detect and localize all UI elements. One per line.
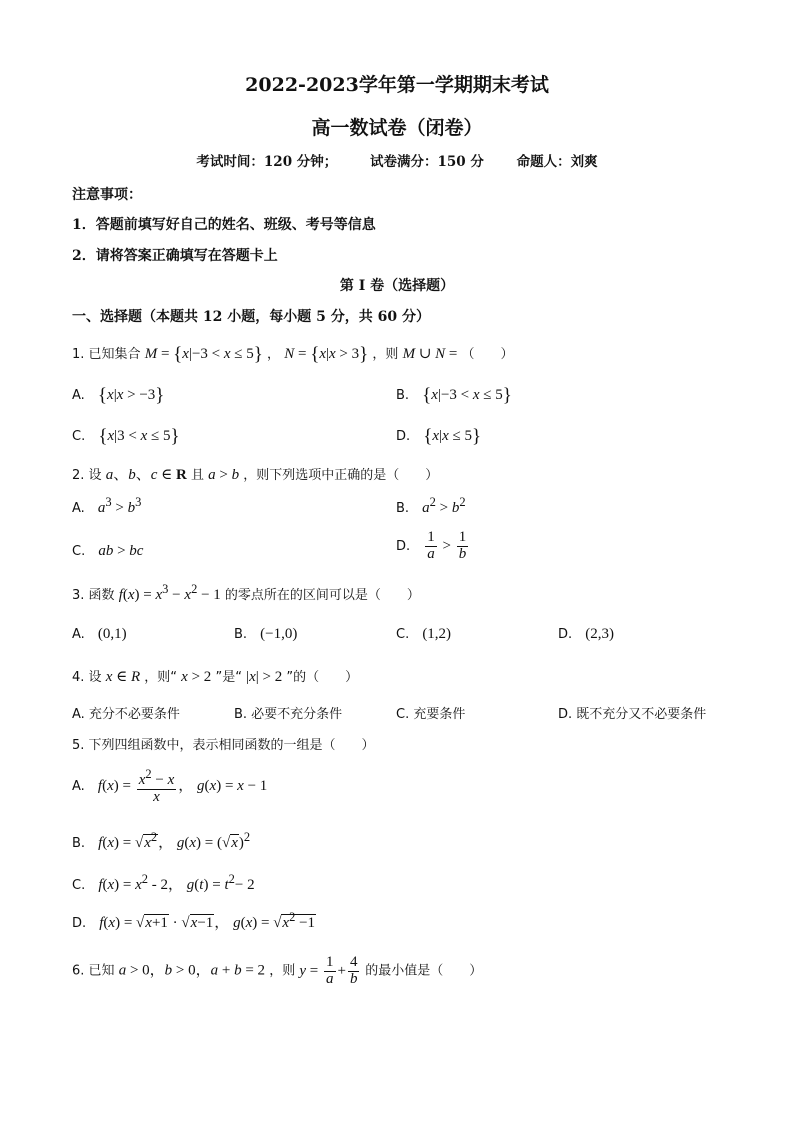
volume-heading: 第 I 卷（选择题） bbox=[339, 278, 455, 294]
exam-meta bbox=[0, 150, 794, 170]
part-heading: 一、选择题（本题共 12 小题，每小题 5 分，共 60 分） bbox=[72, 309, 430, 325]
q2-option-b[interactable]: B. $a^2 > b^2$ bbox=[396, 495, 466, 516]
q2-option-d[interactable]: D. $\frac{1}{a}$ > $\frac{1}{b}$ bbox=[396, 529, 467, 562]
q4-option-b[interactable]: B. 必要不充分条件 bbox=[234, 707, 343, 722]
q5-option-d[interactable]: D. f(x) = √x+1 · √x−1， $g(x) = √x^2 -1$ bbox=[72, 910, 316, 931]
author: 命题人：刘爽 bbox=[516, 154, 598, 170]
q1-option-c[interactable]: C. {x|3 < x ≤ 5} bbox=[72, 426, 180, 447]
q2-option-a[interactable]: A. $a^3 > b^3$ bbox=[72, 495, 142, 516]
q4-option-a[interactable]: A. 充分不必要条件 bbox=[72, 707, 180, 722]
note-item-2: 2．请将答案正确填写在答题卡上 bbox=[72, 248, 278, 264]
q5-option-c[interactable]: C. $f(x) = x^2 - 2$， $g(t) = t^2- 2$ bbox=[72, 872, 255, 893]
question-1-stem: 1. 已知集合 M = {x|−3 < x ≤ 5} ， N = {x|x > 3} ，则 M ∪ N = （ ） bbox=[72, 344, 514, 365]
question-5-stem: 5. 下列四组函数中，表示相同函数的一组是（ ） bbox=[72, 738, 375, 753]
full-score: 试卷满分：150 分 bbox=[370, 154, 484, 170]
q5-option-a[interactable]: A. f(x) = $\frac{x^2 - x}{x}$ ， g(x) = x − 1 bbox=[72, 767, 268, 805]
q1-option-b[interactable]: B. {x|−3 < x ≤ 5} bbox=[396, 385, 512, 406]
q4-option-d[interactable]: D. 既不充分又不必要条件 bbox=[558, 707, 707, 722]
q3-option-b[interactable]: B. (−1,0) bbox=[234, 626, 298, 642]
q1-set-n: N = {x|x > 3} bbox=[284, 344, 369, 365]
exam-subtitle: 高一数试卷（闭卷） bbox=[311, 117, 483, 139]
q2-option-c[interactable]: C. ab > bc bbox=[72, 543, 144, 559]
q4-option-c[interactable]: C. 充要条件 bbox=[396, 707, 466, 722]
question-4-stem: 4. 设 x ∈ R ，则“ x > 2 ”是“ |x| > 2 ”的（ ） bbox=[72, 669, 359, 685]
q3-option-d[interactable]: D. (2,3) bbox=[558, 626, 614, 642]
note-item-1: 1．答题前填写好自己的姓名、班级、考号等信息 bbox=[72, 217, 376, 233]
q1-set-m: M = {x|−3 < x ≤ 5} bbox=[144, 344, 263, 365]
exam-title: 2022-2023学年第一学期期末考试 bbox=[245, 74, 549, 96]
question-6-stem: 6. 已知 a > 0，b > 0，a + b = 2 ，则 y = $\frac{1}{a}$ + $\frac{4}{b}$ 的最小值是（ ） bbox=[72, 954, 483, 987]
q5-option-b[interactable]: B. $f(x) = √x^2$， $g(x) = (√x)^2$ bbox=[72, 830, 251, 851]
question-3-stem: 3. 函数 $f(x) = x^3 - x^2 - 1$ 的零点所在的区间可以是（ ） bbox=[72, 582, 420, 603]
q3-option-a[interactable]: A. (0,1) bbox=[72, 626, 127, 642]
notes-heading: 注意事项： bbox=[72, 187, 142, 203]
question-2-stem: 2. 设 a、b、c ∈ R 且 a > b ，则下列选项中正确的是（ ） bbox=[72, 467, 439, 483]
q1-option-a[interactable]: A. {x|x > −3} bbox=[72, 385, 165, 406]
q3-option-c[interactable]: C. (1,2) bbox=[396, 626, 452, 642]
q1-option-d[interactable]: D. {x|x ≤ 5} bbox=[396, 426, 482, 447]
exam-time: 考试时间：120 分钟； bbox=[196, 154, 338, 170]
